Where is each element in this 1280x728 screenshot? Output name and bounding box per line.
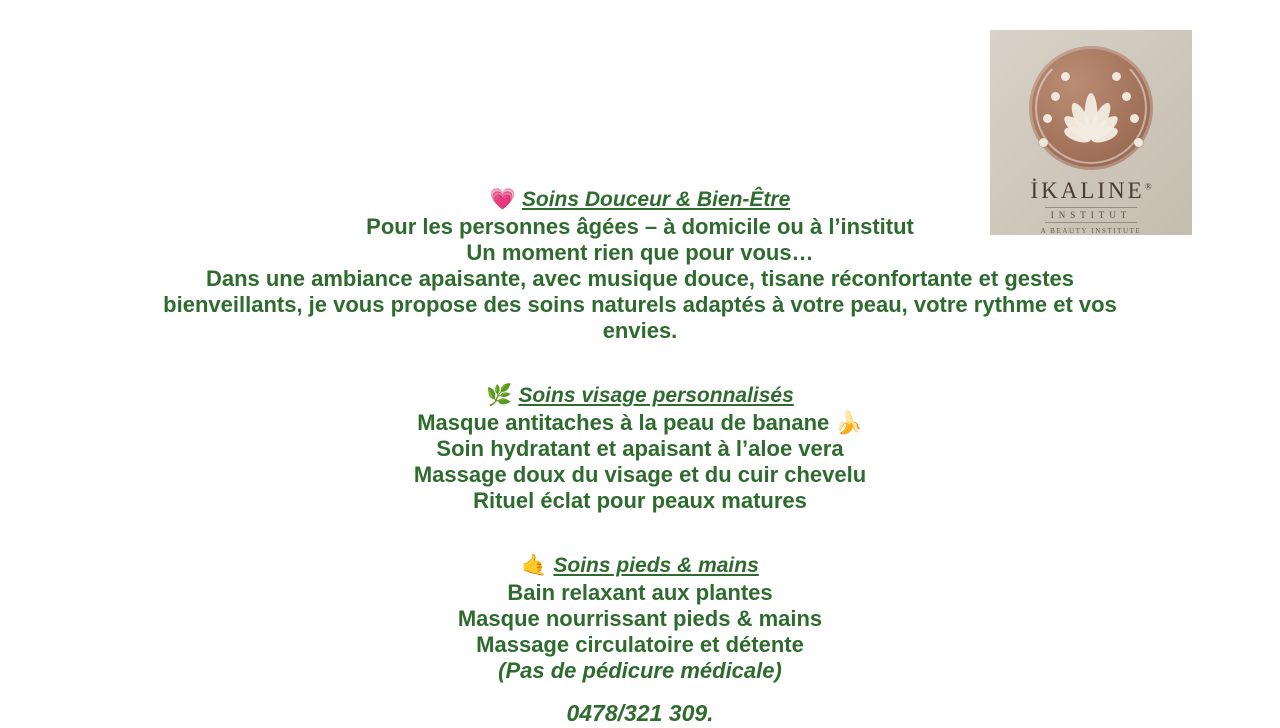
section-paragraph: Dans une ambiance apaisante, avec musique douce, tisane réconfortante et gestes bienveillants, je vous propose des soins naturels adaptés à votre peau, votre rythme et vos envies. — [163, 266, 1117, 343]
section-line: Soin hydratant et apaisant à l’aloe vera — [436, 436, 844, 461]
section-heading — [0, 382, 1280, 410]
section-line: Massage doux du visage et du cuir chevelu — [413, 462, 867, 487]
section-soins-visage — [0, 382, 1280, 514]
section-heading — [0, 552, 1280, 580]
section-note: (Pas de pédicure médicale) — [498, 658, 782, 683]
section-line: Masque nourrissant pieds & mains — [457, 606, 823, 631]
lotus-flower-icon — [1029, 46, 1153, 170]
section-heading-label: Soins Douceur & Bien-Être — [521, 188, 791, 211]
section-line: Massage circulatoire et détente — [476, 632, 804, 657]
logo-name: İKALINE — [1030, 178, 1145, 203]
logo-registered-mark: ® — [1144, 181, 1152, 192]
section-soins-douceur — [0, 186, 1280, 344]
section-heading-label: Soins visage personnalisés — [518, 384, 794, 407]
document-body — [0, 186, 1280, 728]
section-line: Masque antitaches à la peau de banane 🍌 — [417, 410, 863, 435]
section-line: Rituel éclat pour peaux matures — [473, 488, 807, 513]
herb-emoji-icon: 🌿 — [486, 384, 513, 407]
section-line: Bain relaxant aux plantes — [507, 580, 773, 605]
section-heading-label: Soins pieds & mains — [553, 554, 759, 577]
section-soins-pieds-mains — [0, 552, 1280, 728]
logo-tagline: A BEAUTY INSTITUTE — [1040, 227, 1142, 235]
section-line: Pour les personnes âgées – à domicile ou à l’institut — [366, 214, 914, 239]
section-heading — [0, 186, 1280, 214]
logo-subtitle: INSTITUT — [1045, 207, 1138, 223]
hand-emoji-icon: 🤙 — [521, 554, 548, 577]
section-line: Un moment rien que pour vous… — [466, 240, 814, 265]
heart-emoji-icon: 💗 — [489, 188, 516, 211]
phone-number[interactable]: 0478/321 309. — [566, 700, 714, 726]
